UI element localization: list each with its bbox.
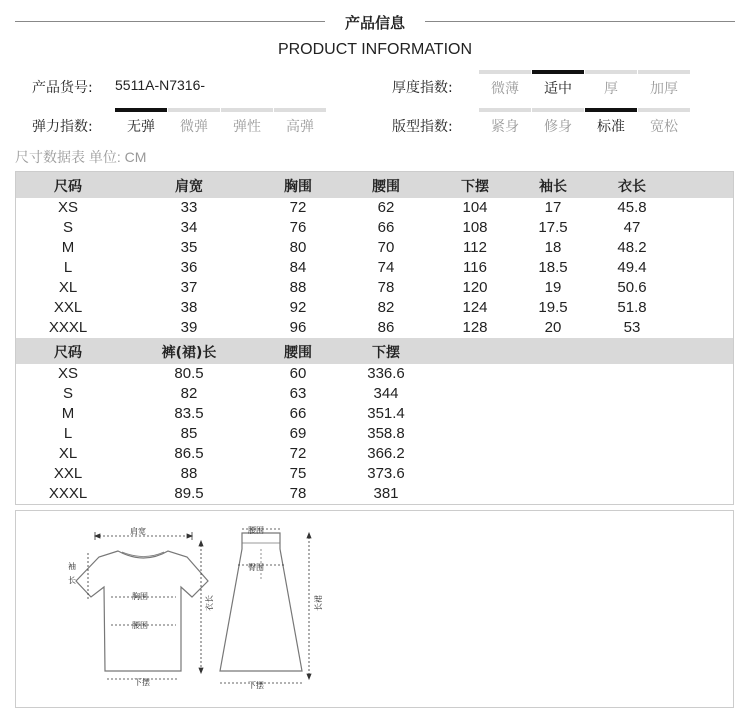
fit-option: [638, 108, 690, 134]
table-cell: 85: [180, 425, 198, 442]
table-row: [16, 484, 733, 504]
table-cell: 48.2: [617, 239, 647, 256]
table-cell: 358.8: [367, 425, 405, 442]
column-header: 袖长: [539, 179, 567, 195]
table-row: [16, 278, 733, 298]
table-row: [16, 218, 733, 238]
table-cell: 92: [289, 299, 307, 316]
table-cell: 336.6: [367, 365, 405, 382]
elasticity-option: [221, 108, 273, 134]
table-cell: 80.5: [174, 365, 204, 382]
table-cell: XXL: [53, 465, 83, 482]
table-cell: 72: [289, 199, 307, 216]
column-header: 肩宽: [175, 179, 203, 195]
table-header: [16, 172, 733, 198]
option-label: 微薄: [491, 81, 519, 97]
option-bar: [168, 108, 220, 112]
table-cell: 51.8: [617, 299, 647, 316]
option-bar: [638, 108, 690, 112]
page-subtitle: PRODUCT INFORMATION: [277, 41, 473, 58]
table-row: [16, 258, 733, 278]
option-bar: [274, 108, 326, 112]
table-cell: 20: [544, 319, 562, 336]
thickness-option: [532, 70, 584, 96]
column-header: 裤(裙)长: [161, 345, 217, 361]
option-bar: [479, 108, 531, 112]
table-row: [16, 198, 733, 218]
table-cell: XS: [57, 199, 79, 216]
table-row: [16, 384, 733, 404]
table-cell: 76: [289, 219, 307, 236]
table-cell: M: [61, 239, 75, 256]
shirt-hem-label: 下摆: [134, 678, 150, 687]
table-cell: 47: [623, 219, 641, 236]
option-label: 标准: [597, 119, 625, 135]
table-cell: 88: [289, 279, 307, 296]
sleeve-label-1: 袖: [68, 562, 76, 571]
table-cell: 19.5: [538, 299, 568, 316]
skirt-hem-label: 下摆: [248, 681, 264, 690]
table-cell: 53: [623, 319, 641, 336]
sleeve-label-2: 长: [68, 576, 76, 585]
fit-option: [585, 108, 637, 134]
option-bar: [532, 108, 584, 112]
skirt-size-table: [16, 338, 733, 504]
table-cell: 124: [462, 299, 488, 316]
table-cell: 128: [462, 319, 488, 336]
table-cell: 33: [180, 199, 198, 216]
table-cell: XL: [58, 445, 78, 462]
table-cell: 84: [289, 259, 307, 276]
table-cell: XXXL: [48, 319, 88, 336]
option-label: 紧身: [491, 119, 519, 135]
chest-label: 胸围: [132, 592, 148, 601]
table-cell: XXXL: [48, 485, 88, 502]
elasticity-option: [274, 108, 326, 134]
option-label: 适中: [544, 81, 572, 97]
skirt-icon: [220, 533, 302, 671]
fit-option: [479, 108, 531, 134]
option-label: 无弹: [127, 119, 155, 135]
page-title: 产品信息: [344, 14, 405, 32]
option-bar: [585, 70, 637, 74]
table-cell: 74: [377, 259, 395, 276]
table-cell: M: [61, 405, 75, 422]
option-label: 弹性: [233, 119, 261, 135]
option-bar: [532, 70, 584, 74]
table-cell: 45.8: [617, 199, 647, 216]
table-cell: 69: [289, 425, 307, 442]
thickness-option: [585, 70, 637, 96]
column-header: 尺码: [54, 345, 82, 361]
table-cell: 60: [289, 365, 307, 382]
table-cell: 83.5: [174, 405, 204, 422]
table-cell: 116: [463, 259, 487, 276]
option-label: 加厚: [650, 81, 678, 97]
table-row: [16, 444, 733, 464]
size-table-title: 尺寸数据表 单位: CM: [15, 149, 147, 165]
table-cell: 381: [373, 485, 399, 502]
table-row: [16, 404, 733, 424]
table-cell: 17.5: [538, 219, 568, 236]
table-cell: S: [62, 219, 74, 236]
option-bar: [479, 70, 531, 74]
table-cell: 86.5: [174, 445, 204, 462]
item-no-value: 5511A-N7316-: [115, 77, 206, 93]
table-row: [16, 298, 733, 318]
thickness-label: 厚度指数:: [392, 80, 453, 96]
table-cell: 75: [289, 465, 307, 482]
table-cell: 120: [462, 279, 488, 296]
option-bar: [115, 108, 167, 112]
table-cell: 112: [463, 239, 487, 256]
top-size-table: [16, 172, 733, 338]
option-label: 修身: [544, 119, 572, 135]
column-header: 尺码: [54, 179, 82, 195]
table-cell: 18: [544, 239, 562, 256]
table-cell: 18.5: [538, 259, 568, 276]
column-header: 胸围: [284, 179, 312, 195]
table-cell: L: [63, 259, 73, 276]
option-label: 宽松: [650, 119, 678, 135]
table-cell: 351.4: [367, 405, 405, 422]
option-bar: [585, 108, 637, 112]
table-cell: 38: [180, 299, 198, 316]
column-header: 腰围: [284, 345, 312, 361]
item-no-label: 产品货号:: [32, 80, 93, 96]
shirt-length-label: 衣长: [205, 595, 214, 611]
skirt-length-label: 长裙: [314, 595, 323, 611]
table-cell: 344: [373, 385, 399, 402]
table-cell: 66: [289, 405, 307, 422]
column-header: 腰围: [372, 179, 400, 195]
table-row: [16, 464, 733, 484]
table-cell: 37: [180, 279, 198, 296]
skirt-waist-label: 腰围: [248, 526, 264, 535]
table-cell: 35: [180, 239, 198, 256]
table-cell: 66: [377, 219, 395, 236]
table-cell: S: [62, 385, 74, 402]
elasticity-option: [115, 108, 167, 134]
table-cell: XS: [57, 365, 79, 382]
table-cell: L: [63, 425, 73, 442]
table-cell: 366.2: [367, 445, 405, 462]
column-header: 下摆: [372, 345, 400, 361]
table-cell: 39: [180, 319, 198, 336]
shoulder-label: 肩宽: [130, 527, 146, 536]
table-cell: 96: [289, 319, 307, 336]
table-header: [16, 338, 733, 364]
table-cell: 70: [377, 239, 395, 256]
table-row: [16, 424, 733, 444]
table-row: [16, 318, 733, 338]
table-cell: 89.5: [174, 485, 204, 502]
table-cell: 82: [180, 385, 198, 402]
table-cell: XL: [58, 279, 78, 296]
table-cell: 88: [180, 465, 198, 482]
table-row: [16, 238, 733, 258]
table-cell: XXL: [53, 299, 83, 316]
table-cell: 78: [289, 485, 307, 502]
table-cell: 80: [289, 239, 307, 256]
table-cell: 78: [377, 279, 395, 296]
table-cell: 17: [544, 199, 562, 216]
garment-illustration: [16, 511, 733, 707]
option-bar: [221, 108, 273, 112]
column-header: 下摆: [461, 179, 489, 195]
table-cell: 104: [462, 199, 488, 216]
fit-label: 版型指数:: [392, 119, 453, 135]
table-cell: 373.6: [367, 465, 405, 482]
elasticity-label: 弹力指数:: [32, 119, 93, 135]
skirt-hip-label: 臀围: [248, 563, 264, 572]
thickness-option: [638, 70, 690, 96]
elasticity-option: [168, 108, 220, 134]
size-table: [15, 171, 734, 505]
table-cell: 34: [180, 219, 198, 236]
table-cell: 72: [289, 445, 307, 462]
table-cell: 36: [180, 259, 198, 276]
table-cell: 86: [377, 319, 395, 336]
table-cell: 82: [377, 299, 395, 316]
option-bar: [638, 70, 690, 74]
shirt-waist-label: 腰围: [132, 621, 148, 630]
table-cell: 108: [462, 219, 488, 236]
option-label: 微弹: [180, 119, 208, 135]
table-cell: 19: [544, 279, 562, 296]
table-row: [16, 364, 733, 384]
table-cell: 62: [377, 199, 395, 216]
fit-option: [532, 108, 584, 134]
thickness-option: [479, 70, 531, 96]
tshirt-icon: [76, 551, 208, 671]
measurement-diagram: [15, 510, 734, 708]
table-cell: 49.4: [617, 259, 647, 276]
column-header: 衣长: [618, 179, 646, 195]
option-label: 厚: [604, 81, 618, 97]
option-label: 高弹: [286, 119, 314, 135]
table-cell: 63: [289, 385, 307, 402]
table-cell: 50.6: [617, 279, 647, 296]
